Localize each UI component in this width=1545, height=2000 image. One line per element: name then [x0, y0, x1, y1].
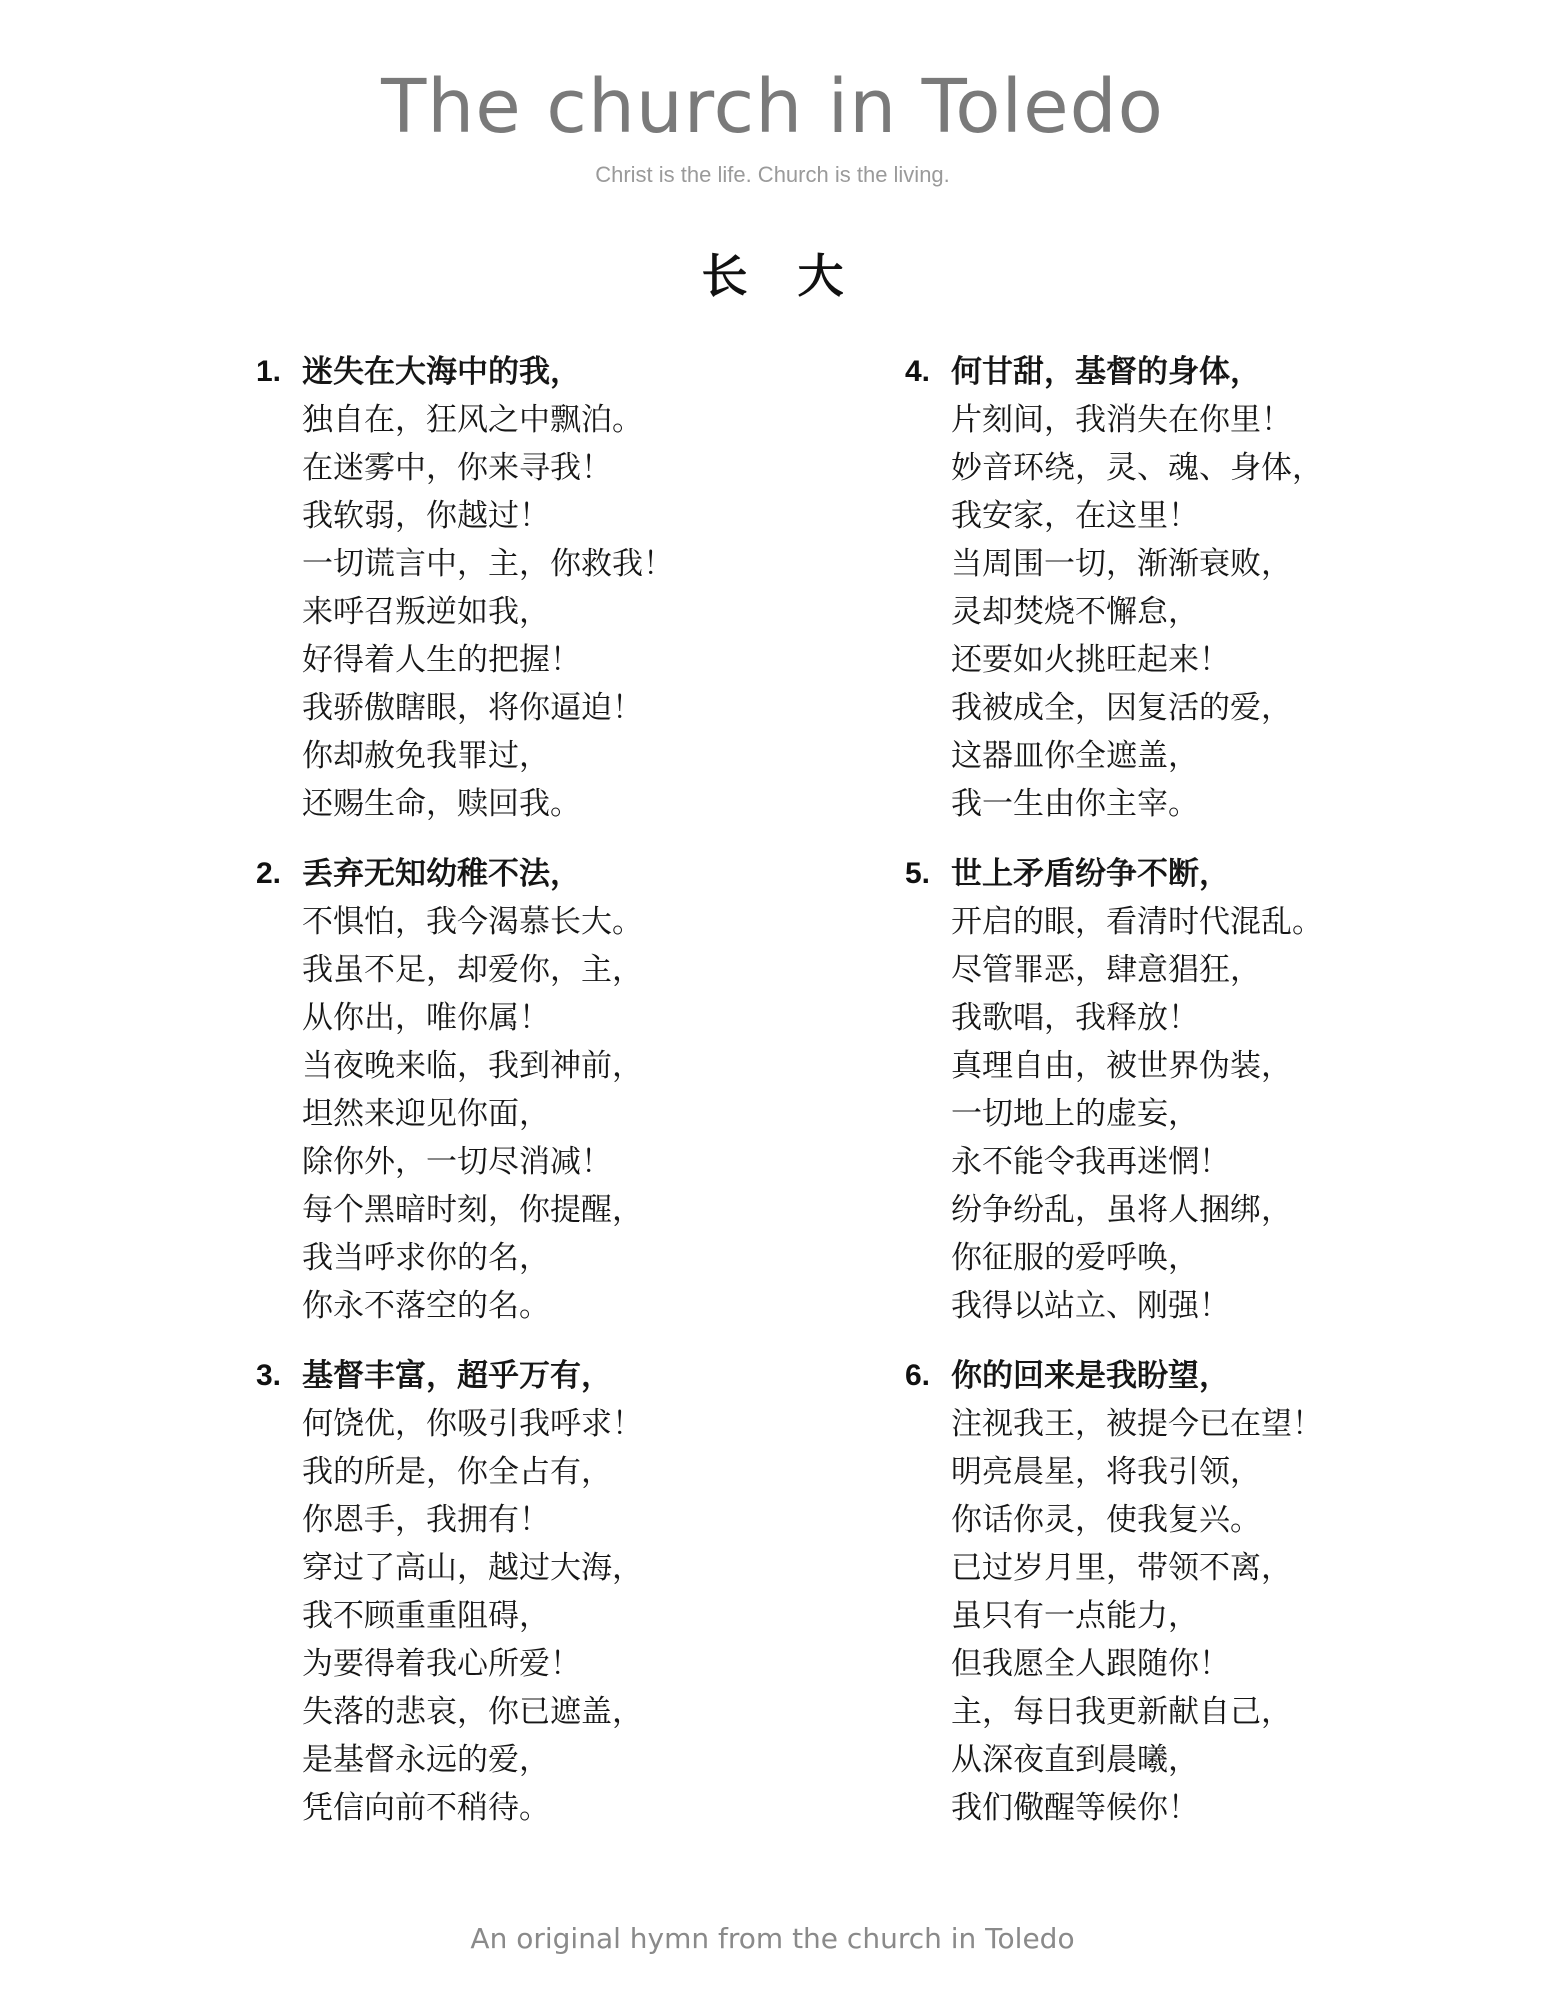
lyric-line: 是基督永远的爱， [302, 1742, 550, 1778]
lyric-line: 开启的眼，看清时代混乱。 [951, 904, 1323, 940]
lyric-line: 在迷雾中，你来寻我！ [302, 450, 612, 486]
tagline: Christ is the life. Church is the living. [595, 162, 950, 187]
lyric-line: 我的所是，你全占有， [302, 1454, 612, 1490]
lyric-line: 好得着人生的把握！ [302, 642, 581, 678]
lyric-line: 我们儆醒等候你！ [951, 1790, 1199, 1826]
stanza-number: 6. [905, 1359, 931, 1392]
lyric-line: 这器皿你全遮盖， [951, 738, 1199, 774]
stanza-lines [951, 1352, 1465, 1832]
lyric-line: 来呼召叛逆如我， [302, 594, 550, 630]
lyric-line: 你的回来是我盼望， [951, 1358, 1230, 1394]
stanza-5 [905, 850, 1465, 1330]
lyric-line: 还要如火挑旺起来！ [951, 642, 1230, 678]
lyric-line: 一切谎言中，主，你救我！ [302, 546, 674, 582]
lyric-line: 注视我王，被提今已在望！ [951, 1406, 1323, 1442]
lyric-line: 已过岁月里，带领不离， [951, 1550, 1292, 1586]
lyric-line: 你恩手，我拥有！ [302, 1502, 550, 1538]
lyric-line: 但我愿全人跟随你！ [951, 1646, 1230, 1682]
left-column [256, 348, 816, 1854]
lyric-line: 还赐生命，赎回我。 [302, 786, 581, 822]
lyric-line: 当周围一切，渐渐衰败， [951, 546, 1292, 582]
footer-note: An original hymn from the church in Toledo [470, 1922, 1075, 1955]
stanza-2 [256, 850, 816, 1330]
lyric-line: 主，每日我更新献自己， [951, 1694, 1292, 1730]
right-column [905, 348, 1465, 1854]
lyric-line: 我得以站立、刚强！ [951, 1288, 1230, 1324]
lyric-line: 基督丰富，超乎万有， [302, 1358, 612, 1394]
stanza-lines [302, 348, 816, 828]
lyric-line: 我安家，在这里！ [951, 498, 1199, 534]
lyric-line: 独自在，狂风之中飘泊。 [302, 402, 643, 438]
lyric-line: 从深夜直到晨曦， [951, 1742, 1199, 1778]
lyric-line: 永不能令我再迷惘！ [951, 1144, 1230, 1180]
stanza-lines [302, 1352, 816, 1832]
stanza-lines [951, 348, 1465, 828]
lyric-line: 每个黑暗时刻，你提醒， [302, 1192, 643, 1228]
lyric-line: 穿过了高山，越过大海， [302, 1550, 643, 1586]
lyric-line: 灵却焚烧不懈怠， [951, 594, 1199, 630]
lyric-line: 为要得着我心所爱！ [302, 1646, 581, 1682]
lyric-line: 我骄傲瞎眼，将你逼迫！ [302, 690, 643, 726]
lyric-line: 我不顾重重阻碍， [302, 1598, 550, 1634]
lyric-line: 明亮晨星，将我引领， [951, 1454, 1261, 1490]
lyric-line: 除你外，一切尽消减！ [302, 1144, 612, 1180]
lyric-line: 我一生由你主宰。 [951, 786, 1199, 822]
lyric-line: 一切地上的虚妄， [951, 1096, 1199, 1132]
lyric-line: 真理自由，被世界伪装， [951, 1048, 1292, 1084]
stanza-3 [256, 1352, 816, 1832]
lyric-line: 我虽不足，却爱你，主， [302, 952, 643, 988]
lyric-line: 我被成全，因复活的爱， [951, 690, 1292, 726]
stanza-6 [905, 1352, 1465, 1832]
lyric-line: 不惧怕，我今渴慕长大。 [302, 904, 643, 940]
lyric-line: 尽管罪恶，肆意猖狂， [951, 952, 1261, 988]
stanza-lines [302, 850, 816, 1330]
page-title: The church in Toledo [381, 64, 1164, 150]
lyric-line: 你话你灵，使我复兴。 [951, 1502, 1261, 1538]
lyric-line: 世上矛盾纷争不断， [951, 856, 1230, 892]
stanza-number: 4. [905, 355, 931, 388]
lyric-line: 丢弃无知幼稚不法， [302, 856, 581, 892]
stanza-number: 3. [256, 1359, 282, 1392]
lyric-line: 你征服的爱呼唤， [951, 1240, 1199, 1276]
lyric-line: 虽只有一点能力， [951, 1598, 1199, 1634]
lyric-line: 你永不落空的名。 [302, 1288, 550, 1324]
lyric-line: 凭信向前不稍待。 [302, 1790, 550, 1826]
lyric-line: 当夜晚来临，我到神前， [302, 1048, 643, 1084]
lyric-line: 何饶优，你吸引我呼求！ [302, 1406, 643, 1442]
lyric-line: 坦然来迎见你面， [302, 1096, 550, 1132]
lyric-line: 片刻间，我消失在你里！ [951, 402, 1292, 438]
lyric-line: 我歌唱，我释放！ [951, 1000, 1199, 1036]
lyric-line: 何甘甜，基督的身体， [951, 354, 1261, 390]
stanza-number: 1. [256, 355, 282, 388]
stanza-4 [905, 348, 1465, 828]
stanza-number: 2. [256, 857, 282, 890]
lyric-line: 失落的悲哀，你已遮盖， [302, 1694, 643, 1730]
lyric-line: 我软弱，你越过！ [302, 498, 550, 534]
lyric-line: 从你出，唯你属！ [302, 1000, 550, 1036]
stanza-lines [951, 850, 1465, 1330]
lyric-line: 纷争纷乱，虽将人捆绑， [951, 1192, 1292, 1228]
lyric-line: 你却赦免我罪过， [302, 738, 550, 774]
stanza-1 [256, 348, 816, 828]
lyric-line: 妙音环绕，灵、魂、身体， [951, 450, 1323, 486]
stanza-number: 5. [905, 857, 931, 890]
hymn-title: 长大 [701, 249, 894, 303]
lyric-line: 我当呼求你的名， [302, 1240, 550, 1276]
lyric-line: 迷失在大海中的我， [302, 354, 581, 390]
